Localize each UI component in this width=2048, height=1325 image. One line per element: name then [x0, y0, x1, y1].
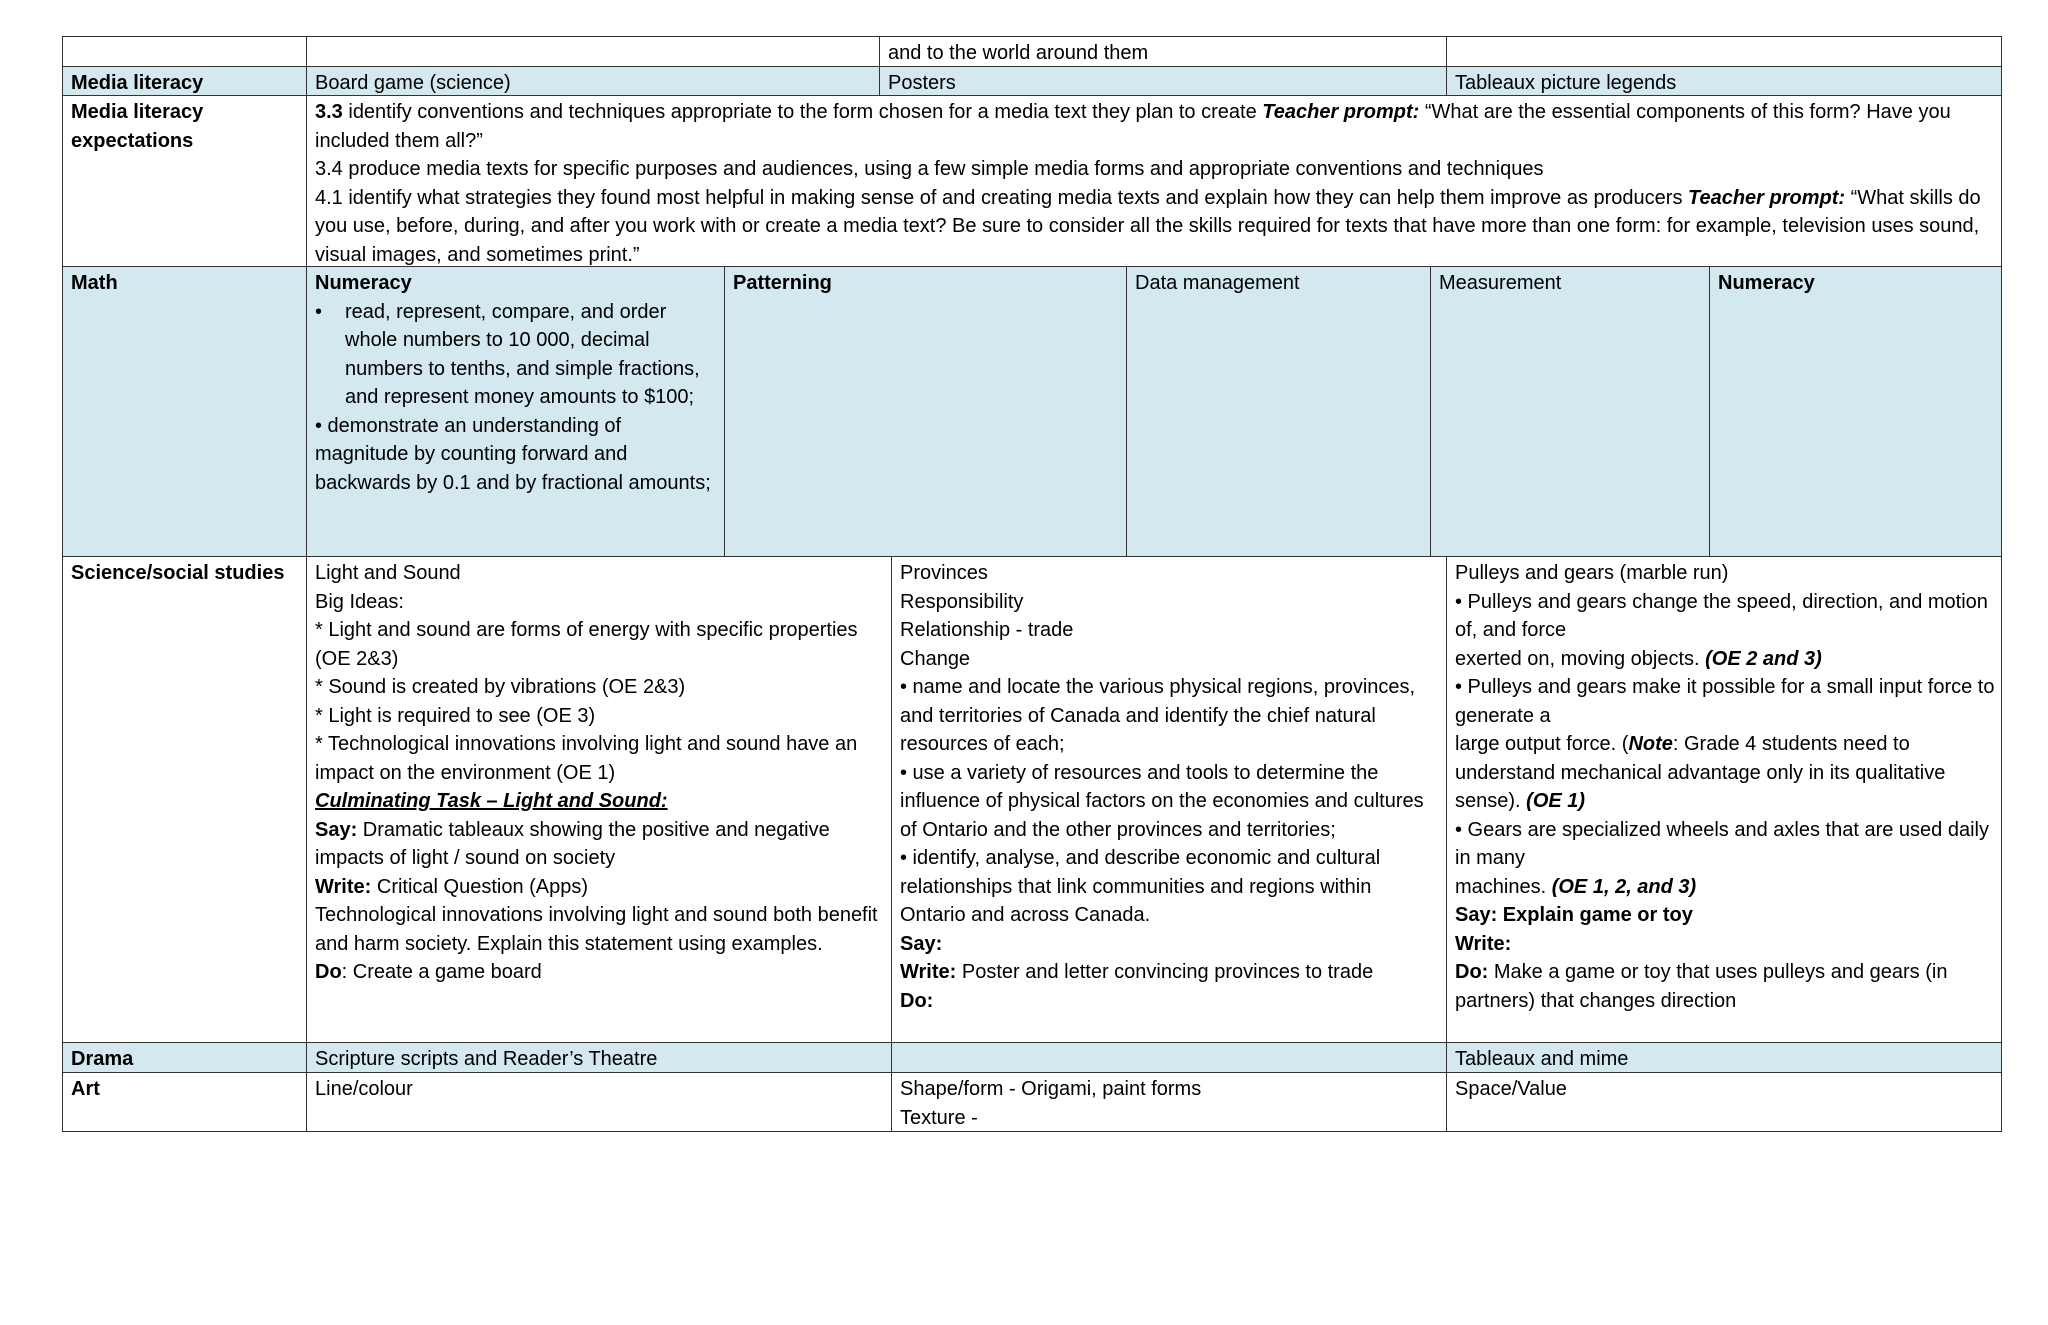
- cell-art-space-value: Space/Value: [1446, 1073, 2003, 1131]
- row-label-media-literacy: Media literacy: [71, 72, 204, 94]
- list-item: • demonstrate an understanding of magnitude by counting forward and backwards by 0.1 and by fractional amounts;: [315, 414, 711, 494]
- cell-continuation: and to the world around them: [879, 37, 1446, 66]
- cell-pulleys-and-gears: Pulleys and gears (marble run) • Pulleys and gears change the speed, direction, and motion of, and force exerted on, moving objects. (OE 2 and 3) • Pulleys and gears make it possible for a small input force to generate a large output force. (Note: Grade 4 students need to understand mechanical advantage only in its qualitative sense). (OE 1) • Gears are specialized wheels and axles that are used daily in many machines. (OE 1, 2, and 3) Say: Explain game or toy Write: Do: Make a game or toy that uses pulleys and gears (in partners) that changes direction: [1446, 557, 2003, 1042]
- cell-art-line-colour: Line/colour: [306, 1073, 891, 1131]
- cell-drama-tableaux: Tableaux and mime: [1446, 1043, 2003, 1072]
- cell-empty: [1446, 37, 2003, 66]
- row-label-art: Art: [71, 1078, 100, 1100]
- culminating-task-heading: Culminating Task – Light and Sound:: [315, 790, 668, 812]
- expectation-3-3: 3.3 identify conventions and techniques appropriate to the form chosen for a media text they plan to create Teacher prompt: “What are the essential components of this form? Have you included them all?”: [315, 101, 1951, 152]
- cell-media-expectations: [306, 96, 2003, 266]
- table-row-media-literacy: [62, 66, 2002, 95]
- cell-math-measurement: Measurement: [1430, 267, 1709, 556]
- table-row-science: [62, 556, 2002, 1042]
- cell-light-and-sound: Light and Sound Big Ideas: * Light and sound are forms of energy with specific properties (OE 2&3) * Sound is created by vibrations (OE 2&3) * Light is required to see (OE 3) * Technological innovations involving light and sound have an impact on the environment (OE 1) Culminating Task – Light and Sound: Say: Dramatic tableaux showing the positive and negative impacts of light / sound on society Write: Critical Question (Apps) Technological innovations involving light and sound both benefit and harm society. Explain this statement using examples. Do: Create a game board: [306, 557, 891, 1042]
- bullet-icon: •: [315, 300, 323, 323]
- cell-empty: [63, 37, 306, 66]
- cell-posters: Posters: [879, 67, 1446, 95]
- table-row-top: [62, 36, 2002, 66]
- cell-math-patterning: Patterning: [724, 267, 1126, 556]
- cell-drama-empty: [891, 1043, 1446, 1072]
- expectation-3-4: 3.4 produce media texts for specific purposes and audiences, using a few simple media forms and appropriate conventions and techniques: [315, 158, 1544, 180]
- cell-math-data-management: Data management: [1126, 267, 1430, 556]
- table-row-drama: [62, 1042, 2002, 1072]
- cell-math-numeracy-2: Numeracy: [1709, 267, 2003, 556]
- math-numeracy-heading: Numeracy: [315, 272, 412, 294]
- cell-tableaux-legends: Tableaux picture legends: [1446, 67, 2003, 95]
- row-label-math: Math: [71, 272, 118, 294]
- list-item: • read, represent, compare, and order whole numbers to 10 000, decimal numbers to tenths, and simple fractions, and represent money amounts to $100;: [315, 298, 716, 412]
- row-label-drama: Drama: [71, 1048, 134, 1070]
- cell-drama-scripts: Scripture scripts and Reader’s Theatre: [306, 1043, 891, 1072]
- table-row-art: [62, 1072, 2002, 1132]
- row-label-media-expectations: Media literacy expectations: [71, 101, 204, 152]
- cell-empty: [306, 37, 879, 66]
- table-row-math: [62, 266, 2002, 556]
- cell-provinces: Provinces Responsibility Relationship - trade Change • name and locate the various physical regions, provinces, and territories of Canada and identify the chief natural resources of each; • use a variety of resources and tools to determine the influence of physical factors on the economies and cultures of Ontario and the other provinces and territories; • identify, analyse, and describe economic and cultural relationships that link communities and regions within Ontario and across Canada. Say: Write: Poster and letter convincing provinces to trade Do:: [891, 557, 1446, 1042]
- cell-art-shape-form: Shape/form - Origami, paint forms Texture -: [891, 1073, 1446, 1131]
- cell-math-numeracy: [306, 267, 724, 556]
- table-row-media-expectations: [62, 95, 2002, 266]
- expectation-4-1: 4.1 identify what strategies they found most helpful in making sense of and creating media texts and explain how they can help them improve as producers Teacher prompt: “What skills do you use, before, during, and after you work with or create a media text? Be sure to consider all the skills required for texts that have more than one form: for example, television uses sound, visual images, and sometimes print.”: [315, 186, 1981, 266]
- row-label-science: Science/social studies: [71, 562, 285, 584]
- cell-board-game: Board game (science): [306, 67, 879, 95]
